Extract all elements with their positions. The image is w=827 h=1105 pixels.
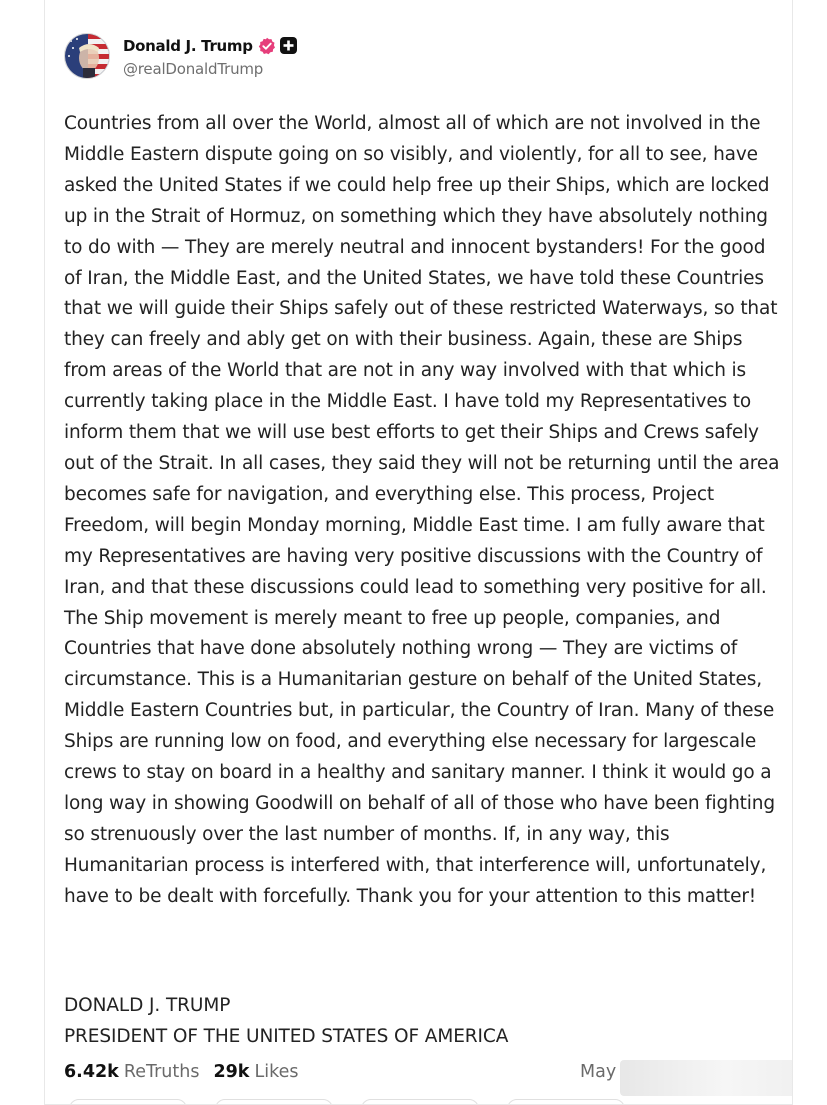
post-body-text: Countries from all over the World, almost all of which are not involved in the Middle Eastern dispute going on so visibly, and violently, for all to see, have asked the United States if we could help free up their Ships, which are locked up in the Strait of Hormuz, on something which they have absolutely nothing to do with — They are merely neutral and innocent bystanders! For the good of Iran, the Middle East, and the United States, we have told these Countries that we will guide their Ships safely out of these restricted Waterways, so that they can freely and ably get on with their business. Again, these are Ships from areas of the World that are not in any way involved with that which is currently taking place in the Middle East. I have told my Representatives to inform them that we will use best efforts to get their Ships and Crews safely out of the Strait. In all cases, they said they will not be returning until the area becomes safe for navigation, and everything else. This process, Project Freedom, will begin Monday morning, Middle East time. I am fully aware that my Representatives are having very positive discussions with the Country of Iran, and that these discussions could lead to something very positive for all. The Ship movement is merely meant to free up people, companies, and Countries that have done absolutely nothing wrong — They are victims of circumstance. This is a Humanitarian gesture on behalf of the United States, Middle Eastern Countries but, in particular, the Country of Iran. Many of these Ships are running low on food, and everything else necessary for largescale crews to stay on board in a healthy and sanitary manner. I think it would go a long way in showing Goodwill on behalf of all of those who have been fighting so strenuously over the last number of months. If, in any way, this Humanitarian process is interfered with, that interference will, unfortunately, have to be dealt with forcefully. Thank you for your attention to this matter! <box>64 113 780 907</box>
action-bar <box>69 1099 653 1105</box>
display-name[interactable]: Donald J. Trump <box>123 36 253 55</box>
avatar-image <box>65 34 110 79</box>
blurred-watermark <box>620 1060 793 1096</box>
retruths-stat[interactable] <box>64 1062 199 1082</box>
avatar[interactable] <box>64 33 110 79</box>
user-handle[interactable]: @realDonaldTrump <box>123 60 264 78</box>
post-timestamp[interactable]: May <box>580 1062 617 1082</box>
post-signature <box>64 990 508 1052</box>
signature-title: PRESIDENT OF THE UNITED STATES OF AMERICA <box>64 1026 509 1047</box>
likes-count: 29k <box>213 1062 250 1082</box>
verified-badge-icon <box>258 37 276 55</box>
plus-badge-icon <box>280 37 297 54</box>
retruths-count: 6.42k <box>64 1062 119 1082</box>
likes-label: Likes <box>254 1062 299 1082</box>
retruth-button[interactable] <box>215 1099 333 1105</box>
reply-button[interactable] <box>69 1099 187 1105</box>
likes-stat[interactable] <box>213 1062 298 1082</box>
post-header <box>64 33 297 79</box>
post-stats <box>64 1062 312 1082</box>
retruths-label: ReTruths <box>123 1062 200 1082</box>
like-button[interactable] <box>361 1099 479 1105</box>
author-info <box>123 36 297 78</box>
share-button[interactable] <box>507 1099 625 1105</box>
signature-name: DONALD J. TRUMP <box>64 995 231 1016</box>
name-row <box>123 36 297 55</box>
post-card <box>44 0 793 1105</box>
